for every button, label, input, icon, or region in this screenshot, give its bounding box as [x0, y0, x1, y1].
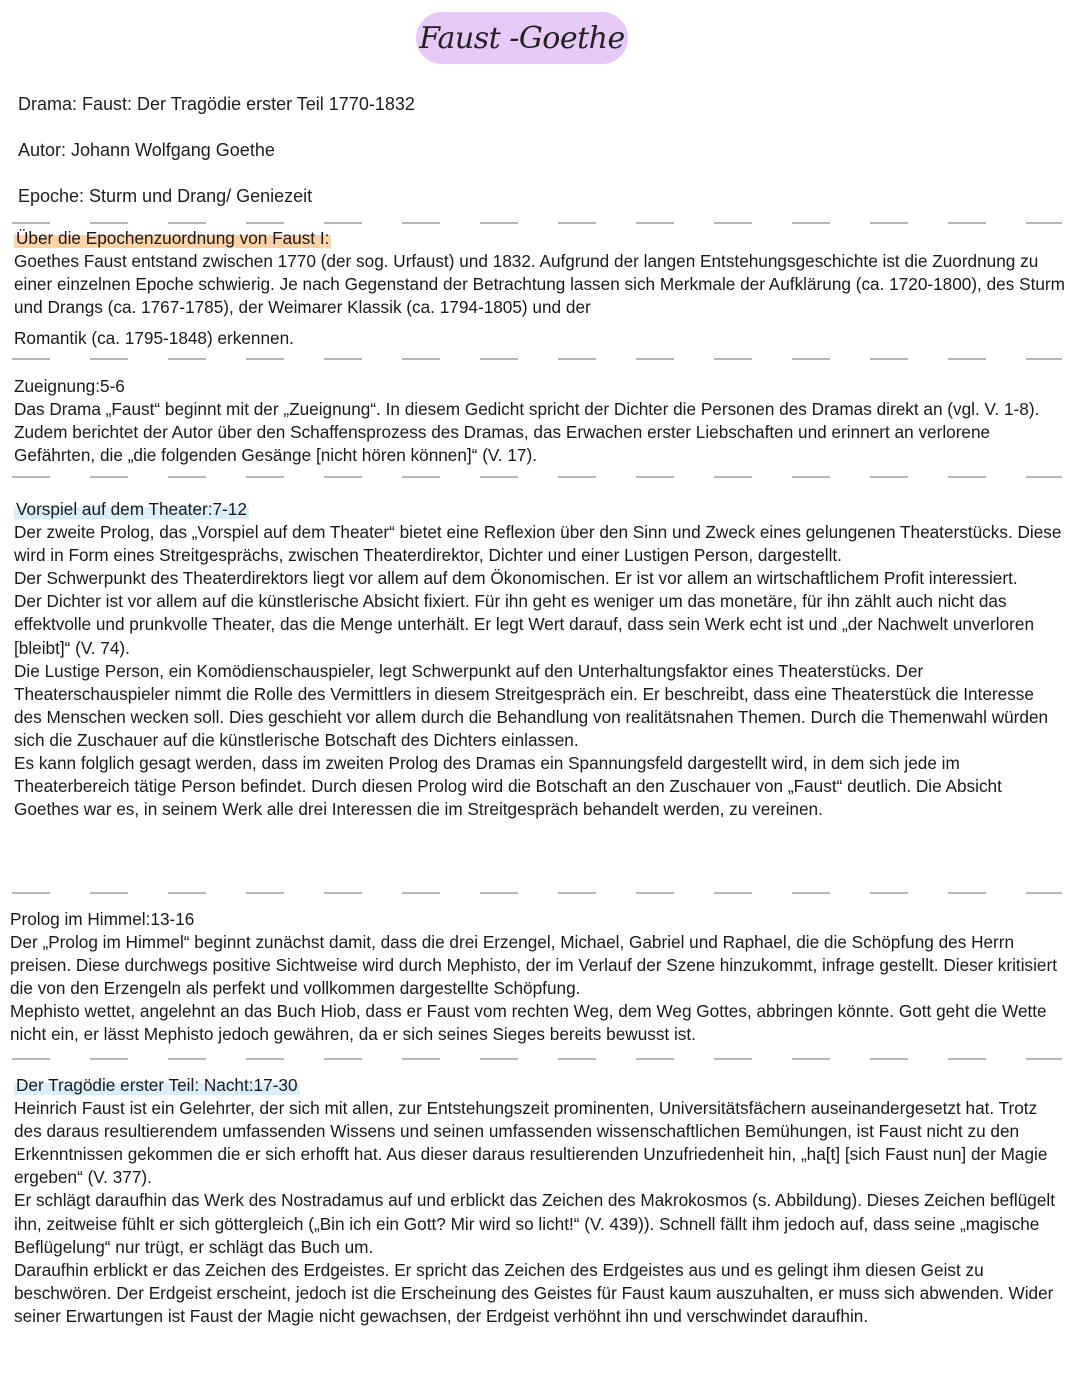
author-line: Autor: Johann Wolfgang Goethe: [18, 140, 275, 160]
section-paragraph: Romantik (ca. 1795-1848) erkennen.: [14, 328, 294, 349]
section-heading: Vorspiel auf dem Theater:7-12: [16, 499, 247, 519]
section-heading: Zueignung:5-6: [14, 376, 125, 396]
section-paragraph: Daraufhin erblickt er das Zeichen des Erdgeistes. Er spricht das Zeichen des Erdgeistes aus und es gelingt ihm diesen Geist zu beschwören. Der Erdgeist erscheint, jedoch ist die Erscheinung des Geistes für Faust kaum auszuhalten, er muss sich abwenden. Wider seiner Erwartungen ist Faust der Magie nicht gewachsen, der Erdgeist verhöhnt ihn und verschwindet daraufhin.: [14, 1259, 1054, 1326]
section-paragraph: Es kann folglich gesagt werden, dass im zweiten Prolog des Dramas ein Spannungsfeld dargestellt wird, in dem sich jede im Theaterbereich tätige Person befindet. Durch diesen Prolog wird die Botschaft an den Zuschauer von „Faust“ deutlich. Die Absicht Goethes war es, in seinem Werk alle drei Interessen die im Streitgespräch behandelt werden, zu vereinen.: [14, 753, 1002, 820]
divider: [12, 476, 1062, 478]
divider: [12, 1058, 1062, 1060]
section-zueignung: [14, 375, 1066, 467]
section-paragraph: Die Lustige Person, ein Komödienschauspieler, legt Schwerpunkt auf den Unterhaltungsfaktor eines Theaterstücks. Der Theaterschauspieler nimmt die Rolle des Vermittlers in diesem Streitgespräch ein. Er beschreibt, dass eine Theaterstück die Interesse des Menschen wecken soll. Dies geschieht vor allem durch die Behandlung von realitätsnahen Themen. Durch die Themenwahl würden sich die Zuschauer auf die künstlerische Botschaft des Dichters einlassen.: [14, 660, 1049, 750]
divider: [12, 892, 1062, 894]
section-heading: Prolog im Himmel:13-16: [10, 909, 195, 929]
divider: [12, 222, 1062, 224]
section-prolog-himmel: [10, 908, 1068, 1047]
section-heading: Der Tragödie erster Teil: Nacht:17-30: [16, 1075, 298, 1095]
section-nacht: [14, 1074, 1066, 1328]
section-vorspiel: [14, 498, 1066, 821]
section-paragraph: Der Dichter ist vor allem auf die künstlerische Absicht fixiert. Für ihn geht es weniger um das monetäre, für ihn zählt auch nicht das effektvolle und prunkvolle Theater, das die Menge unterhält. Er legt Wert darauf, dass sein Werk echt ist und „der Nachwelt unverloren [bleibt]“ (V. 74).: [14, 591, 1035, 658]
section-heading: Über die Epochenzuordnung von Faust I:: [16, 228, 330, 248]
section-paragraph: Mephisto wettet, angelehnt an das Buch Hiob, dass er Faust vom rechten Weg, dem Weg Gottes, abbringen könnte. Gott geht die Wette nicht ein, er lässt Mephisto jedoch gewähren, da er sich seines Sieges bereits bewusst ist.: [10, 1001, 1047, 1045]
divider: [12, 358, 1062, 360]
section-paragraph: Das Drama „Faust“ beginnt mit der „Zueignung“. In diesem Gedicht spricht der Dichter die Personen des Dramas direkt an (vgl. V. 1-8). Zudem berichtet der Autor über den Schaffensprozess des Dramas, das Erwachen erster Liebschaften und erinnert an verlorene Gefährten, die „die folgenden Gesänge [nicht hören können]“ (V. 17).: [14, 399, 1040, 466]
section-paragraph: Der zweite Prolog, das „Vorspiel auf dem Theater“ bietet eine Reflexion über den Sinn und Zweck eines gelungenen Theaterstücks. Diese wird in Form eines Streitgesprächs, zwischen Theaterdirektor, Dichter und einer Lustigen Person, dargestellt.: [14, 522, 1062, 566]
drama-line: Drama: Faust: Der Tragödie erster Teil 1770-1832: [18, 94, 415, 114]
section-paragraph: Heinrich Faust ist ein Gelehrter, der sich mit allen, zur Entstehungszeit prominenten, Universitätsfächern auseinandergesetzt hat. Trotz des daraus resultierendem umfassenden Wissens und seinen umfassenden wissenschaftlichen Bemühungen, ist Faust nicht zu den Erkenntnissen gekommen die er sich erhofft hat. Aus dieser daraus resultierenden Unzufriedenheit hin, „ha[t] [sich Faust nun] der Magie ergeben“ (V. 377).: [14, 1098, 1048, 1188]
epoch-line: Epoche: Sturm und Drang/ Geniezeit: [18, 186, 313, 206]
section-paragraph: Goethes Faust entstand zwischen 1770 (der sog. Urfaust) und 1832. Aufgrund der langen Entstehungsgeschichte ist die Zuordnung zu einer einzelnen Epoche schwierig. Je nach Gegenstand der Betrachtung lassen sich Merkmale der Aufklärung (ca. 1720-1800), des Sturm und Drangs (ca. 1767-1785), der Weimarer Klassik (ca. 1794-1805) und der: [14, 251, 1065, 318]
section-paragraph: Er schlägt daraufhin das Werk des Nostradamus auf und erblickt das Zeichen des Makrokosmos (s. Abbildung). Dieses Zeichen beflügelt ihn, zeitweise fühlt er sich göttergleich („Bin ich ein Gott? Mir wird so licht!“ (V. 439)). Schnell fällt ihm jedoch auf, dass seine „magische Beflügelung“ nur trügt, er schlägt das Buch um.: [14, 1190, 1056, 1257]
section-paragraph: Der Schwerpunkt des Theaterdirektors liegt vor allem auf dem Ökonomischen. Er ist vor allem an wirtschaftlichem Profit interessiert.: [14, 568, 1018, 589]
section-epochenzuordnung: [14, 227, 1066, 350]
page-title: Faust -Goethe: [416, 12, 628, 64]
section-paragraph: Der „Prolog im Himmel“ beginnt zunächst damit, dass die drei Erzengel, Michael, Gabriel und Raphael, die die Schöpfung des Herrn preisen. Diese durchwegs positive Sichtweise wird durch Mephisto, der im Verlauf der Szene hinzukommt, infrage gestellt. Dieser kritisiert die von den Erzengeln als perfekt und vollkommen dargestellte Schöpfung.: [10, 932, 1057, 999]
